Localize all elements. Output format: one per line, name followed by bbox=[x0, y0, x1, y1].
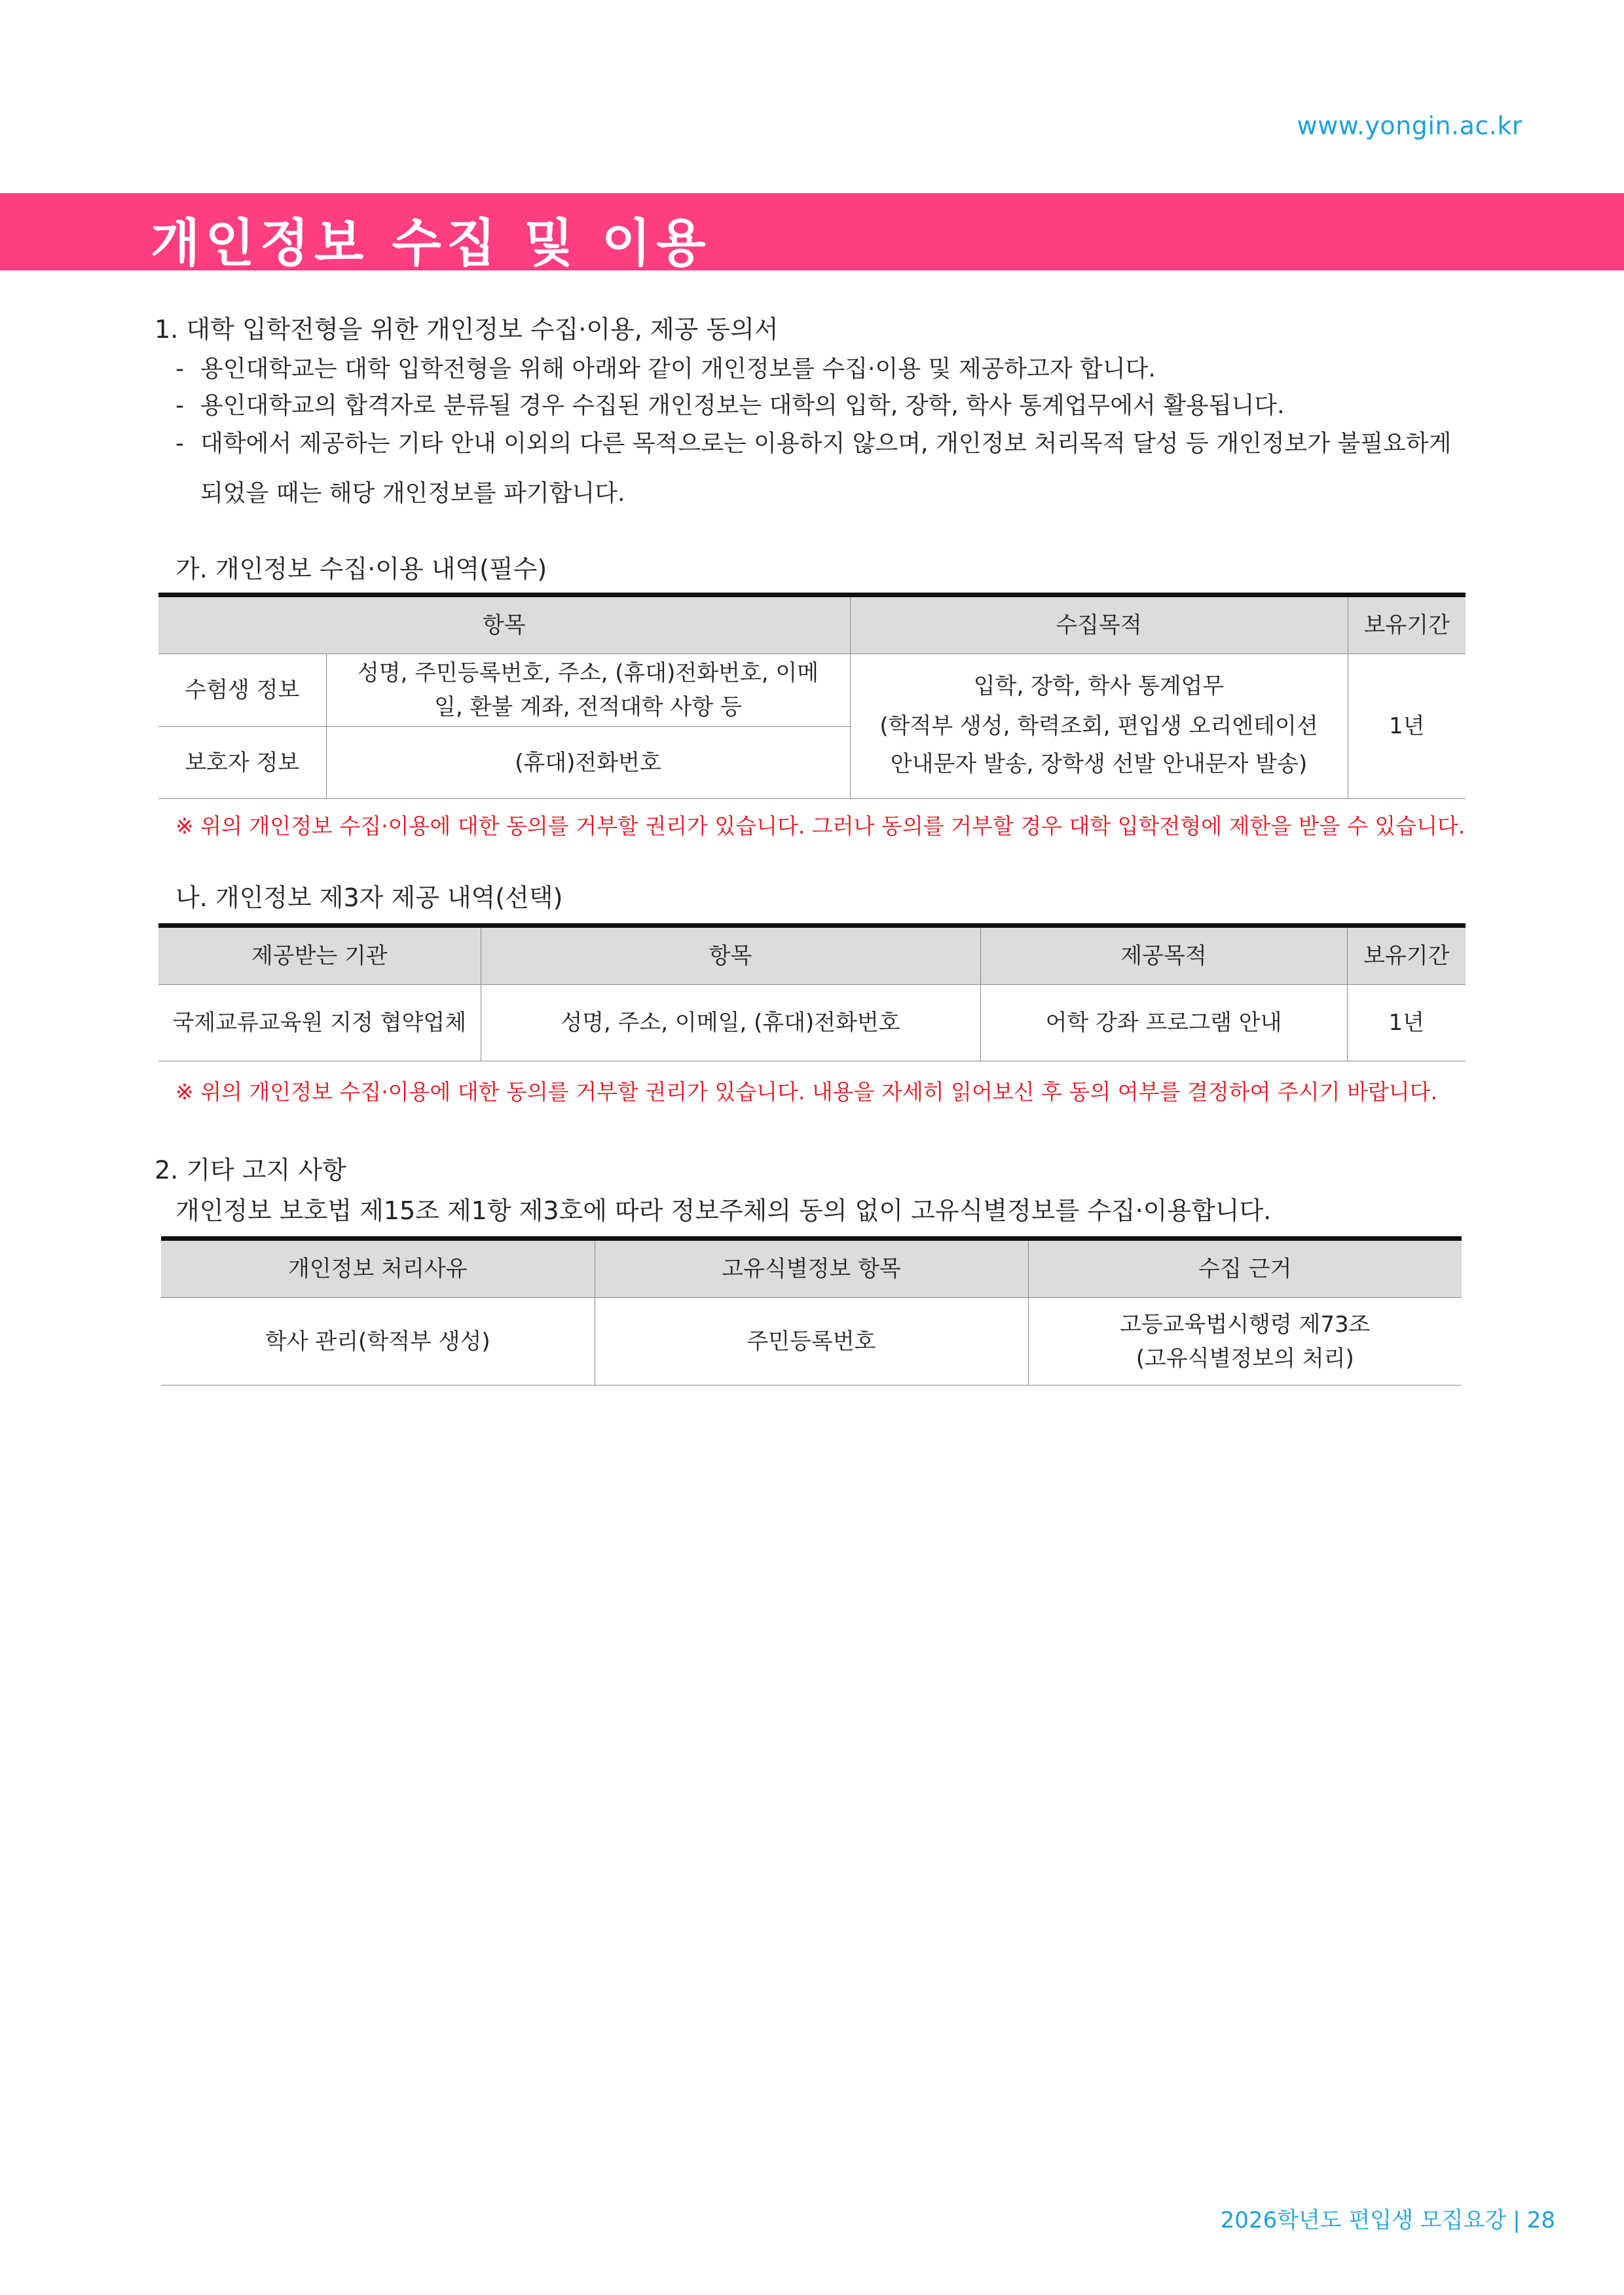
collection-table bbox=[158, 593, 1466, 799]
sub-a-note: ※ 위의 개인정보 수집·이용에 대한 동의를 거부할 권리가 있습니다. 그러나 동의를 거부할 경우 대학 입학전형에 제한을 받을 수 있습니다. bbox=[175, 813, 1466, 839]
page-title: 개인정보 수집 및 이용 bbox=[151, 214, 711, 273]
header-item: 고유식별정보 항목 bbox=[595, 1239, 1028, 1298]
bullet-item: - 대학에서 제공하는 기타 안내 이외의 다른 목적으로는 이용하지 않으며, 개인정보 처리목적 달성 등 개인정보가 불필요하게 되었을 때는 해당 개인정보를 파기합니다. bbox=[175, 419, 1472, 519]
item-cell: 주민등록번호 bbox=[595, 1298, 1028, 1386]
unique-id-table bbox=[161, 1236, 1462, 1386]
header-recipient: 제공받는 기관 bbox=[158, 926, 481, 985]
header-item: 항목 bbox=[158, 595, 850, 654]
bullet-item: - 용인대학교의 합격자로 분류될 경우 수집된 개인정보는 대학의 입학, 장학, 학사 통계업무에서 활용됩니다. bbox=[175, 388, 1472, 424]
reason-cell: 학사 관리(학적부 생성) bbox=[161, 1298, 595, 1386]
basis-line2: (고유식별정보의 처리) bbox=[1135, 1345, 1354, 1372]
purpose-line1: 입학, 장학, 학사 통계업무 bbox=[973, 673, 1225, 699]
purpose-cell bbox=[850, 654, 1348, 799]
row-label-guardian: 보호자 정보 bbox=[158, 727, 326, 799]
header-period: 보유기간 bbox=[1348, 595, 1466, 654]
header-purpose: 제공목적 bbox=[980, 926, 1347, 985]
bullet-item: - 용인대학교는 대학 입학전형을 위해 아래와 같이 개인정보를 수집·이용 및 제공하고자 합니다. bbox=[175, 351, 1472, 388]
header-purpose: 수집목적 bbox=[850, 595, 1348, 654]
recipient-cell: 국제교류교육원 지정 협약업체 bbox=[158, 985, 481, 1061]
page-number: 28 bbox=[1526, 2207, 1555, 2233]
period-cell: 1년 bbox=[1347, 985, 1466, 1061]
row-label-applicant: 수험생 정보 bbox=[158, 654, 326, 727]
header-basis: 수집 근거 bbox=[1028, 1239, 1462, 1298]
item-cell: 성명, 주소, 이메일, (휴대)전화번호 bbox=[481, 985, 980, 1061]
purpose-line2: (학적부 생성, 학력조회, 편입생 오리엔테이션 안내문자 발송, 장학생 선발 안내문자 발송) bbox=[879, 713, 1318, 777]
header-period: 보유기간 bbox=[1347, 926, 1466, 985]
row-items-applicant: 성명, 주민등록번호, 주소, (휴대)전화번호, 이메일, 환불 계좌, 전적대학 사항 등 bbox=[326, 654, 850, 727]
section2-text: 개인정보 보호법 제15조 제1항 제3호에 따라 정보주체의 동의 없이 고유식별정보를 수집·이용합니다. bbox=[175, 1196, 1272, 1225]
footer-label: 2026학년도 편입생 모집요강 bbox=[1220, 2207, 1507, 2233]
row-items-guardian: (휴대)전화번호 bbox=[326, 727, 850, 799]
title-bar bbox=[0, 193, 1624, 273]
purpose-cell: 어학 강좌 프로그램 안내 bbox=[980, 985, 1347, 1061]
sub-b-note: ※ 위의 개인정보 수집·이용에 대한 동의를 거부할 권리가 있습니다. 내용을 자세히 읽어보신 후 동의 여부를 결정하여 주시기 바랍니다. bbox=[175, 1079, 1437, 1105]
period-cell: 1년 bbox=[1348, 654, 1466, 799]
section2-heading: 2. 기타 고지 사항 bbox=[155, 1156, 346, 1184]
footer-separator: | bbox=[1513, 2207, 1521, 2233]
section1-bullets bbox=[175, 351, 1472, 519]
basis-line1: 고등교육법시행령 제73조 bbox=[1119, 1311, 1371, 1338]
sub-a-heading: 가. 개인정보 수집·이용 내역(필수) bbox=[175, 555, 547, 583]
sub-b-heading: 나. 개인정보 제3자 제공 내역(선택) bbox=[175, 883, 563, 912]
basis-cell bbox=[1028, 1298, 1462, 1386]
header-reason: 개인정보 처리사유 bbox=[161, 1239, 595, 1298]
section1-heading: 1. 대학 입학전형을 위한 개인정보 수집·이용, 제공 동의서 bbox=[155, 315, 779, 344]
footer bbox=[1221, 2202, 1555, 2234]
site-url: www.yongin.ac.kr bbox=[1297, 111, 1522, 140]
header-item: 항목 bbox=[481, 926, 980, 985]
third-party-table bbox=[158, 923, 1466, 1061]
